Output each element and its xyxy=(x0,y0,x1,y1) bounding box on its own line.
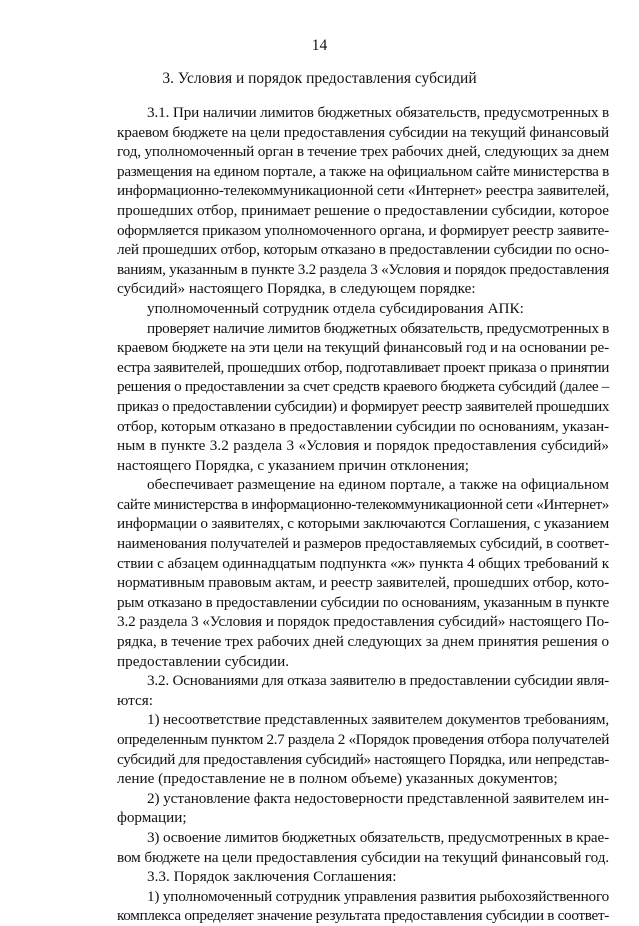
text-line: решения о предоставлении за счет средств краевого бюджета субсидий (далее – xyxy=(117,378,609,396)
text-line: 3.3. Порядок заключения Соглашения: xyxy=(147,868,397,886)
text-line: 2) установление факта недостоверности представленной заявителем ин- xyxy=(147,789,610,807)
text-line: лей прошедших отбор, которым отказано в предоставлении субсидии по осно- xyxy=(117,241,610,259)
text-line: 3) освоение лимитов бюджетных обязательств, предусмотренных в крае- xyxy=(147,828,610,846)
text-line: настоящего Порядка, с указанием причин отклонения; xyxy=(117,456,469,474)
text-line: 1) уполномоченный сотрудник управления развития рыбохозяйственного xyxy=(147,887,610,905)
text-line: рядка, в течение трех рабочих дней следующих за днем принятия решения о xyxy=(117,633,610,651)
text-line: приказ о предоставлении субсидии) и формирует реестр заявителей прошедших xyxy=(117,397,610,415)
text-line: размещения на едином портале, а также на официальном сайте министерства в xyxy=(117,162,610,180)
text-line: краевом бюджете на цели предоставления субсидии на текущий финансовый xyxy=(117,123,609,141)
document-body xyxy=(117,103,609,926)
text-line: 3.2. Основаниями для отказа заявителю в предоставлении субсидии явля- xyxy=(147,672,609,690)
text-line: отбор, которым отказано в предоставлении субсидии по основаниям, указан- xyxy=(117,417,610,435)
text-line: краевом бюджете на эти цели на текущий финансовый год и на основании ре- xyxy=(117,339,609,357)
text-line: обеспечивает размещение на едином портале, а также на официальном xyxy=(147,476,609,494)
text-line: сайте министерства в информационно-телекоммуникационной сети «Интернет» xyxy=(117,495,610,513)
text-line: 3.1. При наличии лимитов бюджетных обязательств, предусмотренных в xyxy=(147,104,610,121)
text-line: предоставлении субсидии. xyxy=(117,652,290,670)
text-line: ным в пункте 3.2 раздела 3 «Условия и порядок предоставления субсидий» xyxy=(117,437,609,455)
text-line: проверяет наличие лимитов бюджетных обязательств, предусмотренных в xyxy=(147,319,610,337)
text-line: уполномоченный сотрудник отдела субсидирования АПК: xyxy=(147,299,524,317)
text-line: ление (предоставление не в полном объеме) указанных документов; xyxy=(117,770,558,788)
text-line: комплекса определяет значение результата предоставления субсидии в соответ- xyxy=(117,907,610,925)
text-line: ваниям, указанным в пункте 3.2 раздела 3 «Условия и порядок предоставления xyxy=(117,260,609,278)
text-line: 3.2 раздела 3 «Условия и порядок предоставления субсидий» настоящего По- xyxy=(117,613,609,631)
text-line: ствии с абзацем одиннадцатым подпункта «ж» пункта 4 общих требований к xyxy=(117,554,609,572)
section-title: 3. Условия и порядок предоставления субсидий xyxy=(162,70,477,87)
text-line: год, уполномоченный орган в течение трех рабочих дней, следующих за днем xyxy=(117,143,610,161)
text-line: 1) несоответствие представленных заявителем документов требованиям, xyxy=(147,711,609,729)
text-line: оформляется приказом уполномоченного органа, и формирует реестр заявите- xyxy=(117,221,609,239)
text-line: естра заявителей, прошедших отбор, подготавливает проект приказа о принятии xyxy=(117,358,610,376)
text-line: определенным пунктом 2.7 раздела 2 «Порядок проведения отбора получателей xyxy=(117,731,609,748)
text-line: вом бюджете на цели предоставления субсидии на текущий финансовый год. xyxy=(117,848,610,866)
text-line: наименования получателей и размеров предоставляемых субсидий, в соответ- xyxy=(117,535,609,553)
text-line: информации о заявителях, с которыми заключаются Соглашения, с указанием xyxy=(117,515,609,533)
text-line: информационно-телекоммуникационной сети «Интернет» реестра заявителей, xyxy=(117,182,609,200)
page-number: 14 xyxy=(311,37,328,54)
text-line: ются: xyxy=(117,691,153,709)
text-line: субсидий для предоставления субсидий» настоящего Порядка, или непредстав- xyxy=(117,750,610,768)
text-line: формации; xyxy=(117,809,187,827)
text-line: нормативным правовым актам, и реестр заявителей, прошедших отбор, кото- xyxy=(117,574,610,592)
text-line: рым отказано в предоставлении субсидии по основаниям, указанным в пункте xyxy=(117,593,609,611)
text-line: субсидий» настоящего Порядка, в следующем порядке: xyxy=(117,280,476,298)
text-line: прошедших отбор, принимает решение о предоставлении субсидии, которое xyxy=(117,201,609,219)
